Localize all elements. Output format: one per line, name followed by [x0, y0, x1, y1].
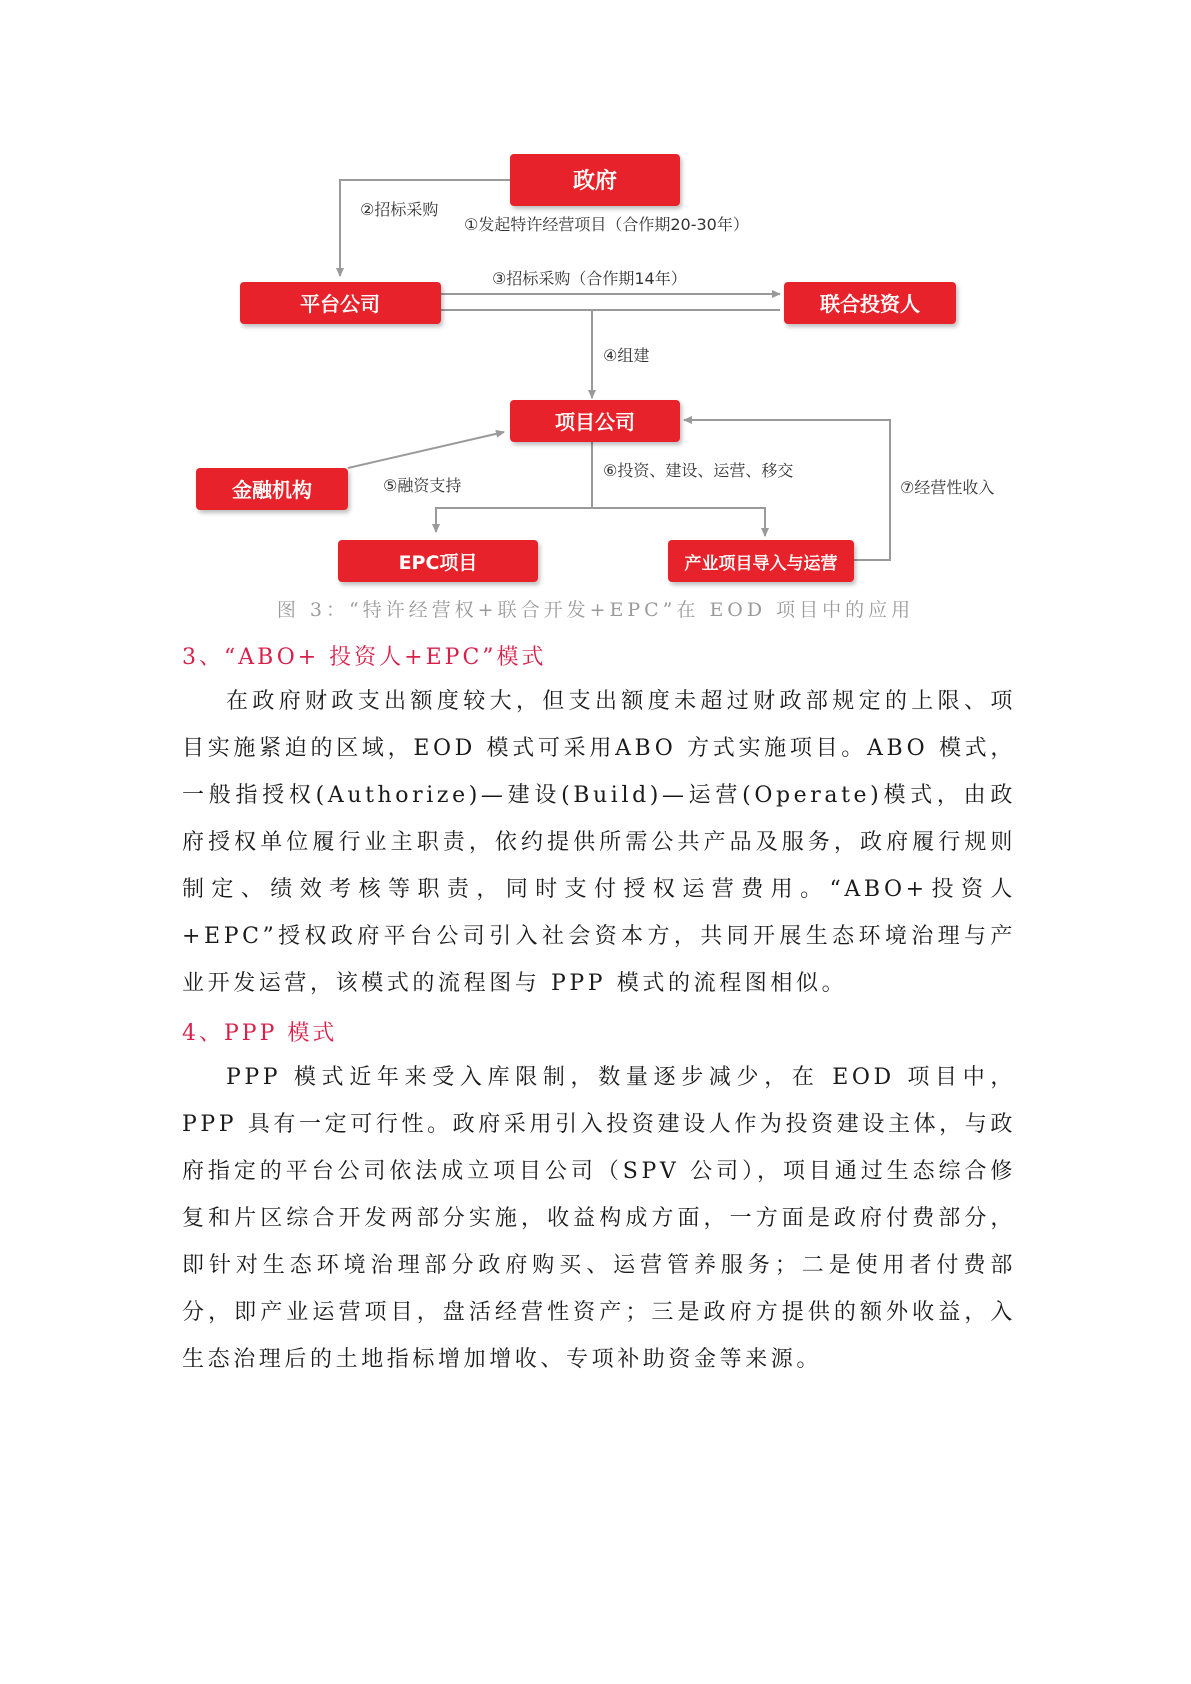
- edge-step6-right: [592, 508, 765, 536]
- edge-step2-label: ②招标采购: [360, 200, 439, 219]
- box-epc-project-label: EPC项目: [398, 552, 478, 574]
- figure-caption: 图 3：“特许经营权+联合开发+EPC”在 EOD 项目中的应用: [276, 599, 915, 621]
- section4-paragraph: PPP 模式近年来受入库限制，数量逐步减少，在 EOD 项目中，PPP 具有一定可行性。政府采用引入投资建设人作为投资建设主体，与政府指定的平台公司依法成立项目公司（SPV 公司），项目通过生态综合修复和片区综合开发两部分实施，收益构成方面，一方面是政府付费部分，即针对生态环境治理部分政府购买、运营管养服务；二是使用者付费部分，即产业运营项目，盘活经营性资产；三是政府方提供的额外收益，入生态治理后的土地指标增加增收、专项补助资金等来源。: [182, 1065, 1016, 1372]
- section3-heading: 3、“ABO+ 投资人+EPC”模式: [182, 645, 547, 670]
- section4-heading: 4、PPP 模式: [182, 1021, 338, 1046]
- box-epc-project: [338, 540, 538, 582]
- connector-lines: [340, 180, 890, 560]
- box-financial-institution-label: 金融机构: [232, 478, 312, 502]
- edge-step5-line: [348, 432, 504, 468]
- edge-step7-line: [684, 420, 890, 560]
- edge-step7-label: ⑦经营性收入: [900, 478, 995, 497]
- box-project-company-label: 项目公司: [555, 410, 635, 434]
- box-joint-investor-label: 联合投资人: [820, 292, 920, 316]
- edge-step6-label: ⑥投资、建设、运营、移交: [603, 461, 794, 480]
- box-industry-project: [668, 540, 854, 582]
- box-platform-company-label: 平台公司: [300, 292, 380, 316]
- box-platform-company: [240, 282, 441, 324]
- box-industry-project-label: 产业项目导入与运营: [684, 554, 838, 574]
- box-project-company: [510, 400, 680, 442]
- box-financial-institution: [196, 468, 348, 510]
- edge-step4-label: ④组建: [603, 346, 650, 365]
- edge-step3-label: ③招标采购（合作期14年）: [492, 269, 687, 288]
- edge-step5-label: ⑤融资支持: [383, 476, 462, 495]
- box-government-label: 政府: [572, 169, 618, 194]
- box-joint-investor: [784, 282, 956, 324]
- edge-step1-label: ①发起特许经营项目（合作期20-30年）: [464, 215, 749, 234]
- edge-step6-left: [436, 508, 592, 532]
- box-government: [510, 154, 680, 206]
- section3-paragraph: 在政府财政支出额度较大，但支出额度未超过财政部规定的上限、项目实施紧迫的区域，EOD 模式可采用ABO 方式实施项目。ABO 模式，一般指授权(Authorize)—建设(Build)—运营(Operate)模式，由政府授权单位履行业主职责，依约提供所需公共产品及服务，政府履行规则制定、绩效考核等职责，同时支付授权运营费用。“ABO+投资人+EPC”授权政府平台公司引入社会资本方，共同开展生态环境治理与产业开发运营，该模式的流程图与 PPP 模式的流程图相似。: [182, 689, 1016, 996]
- eod-flow-diagram: [0, 0, 1191, 600]
